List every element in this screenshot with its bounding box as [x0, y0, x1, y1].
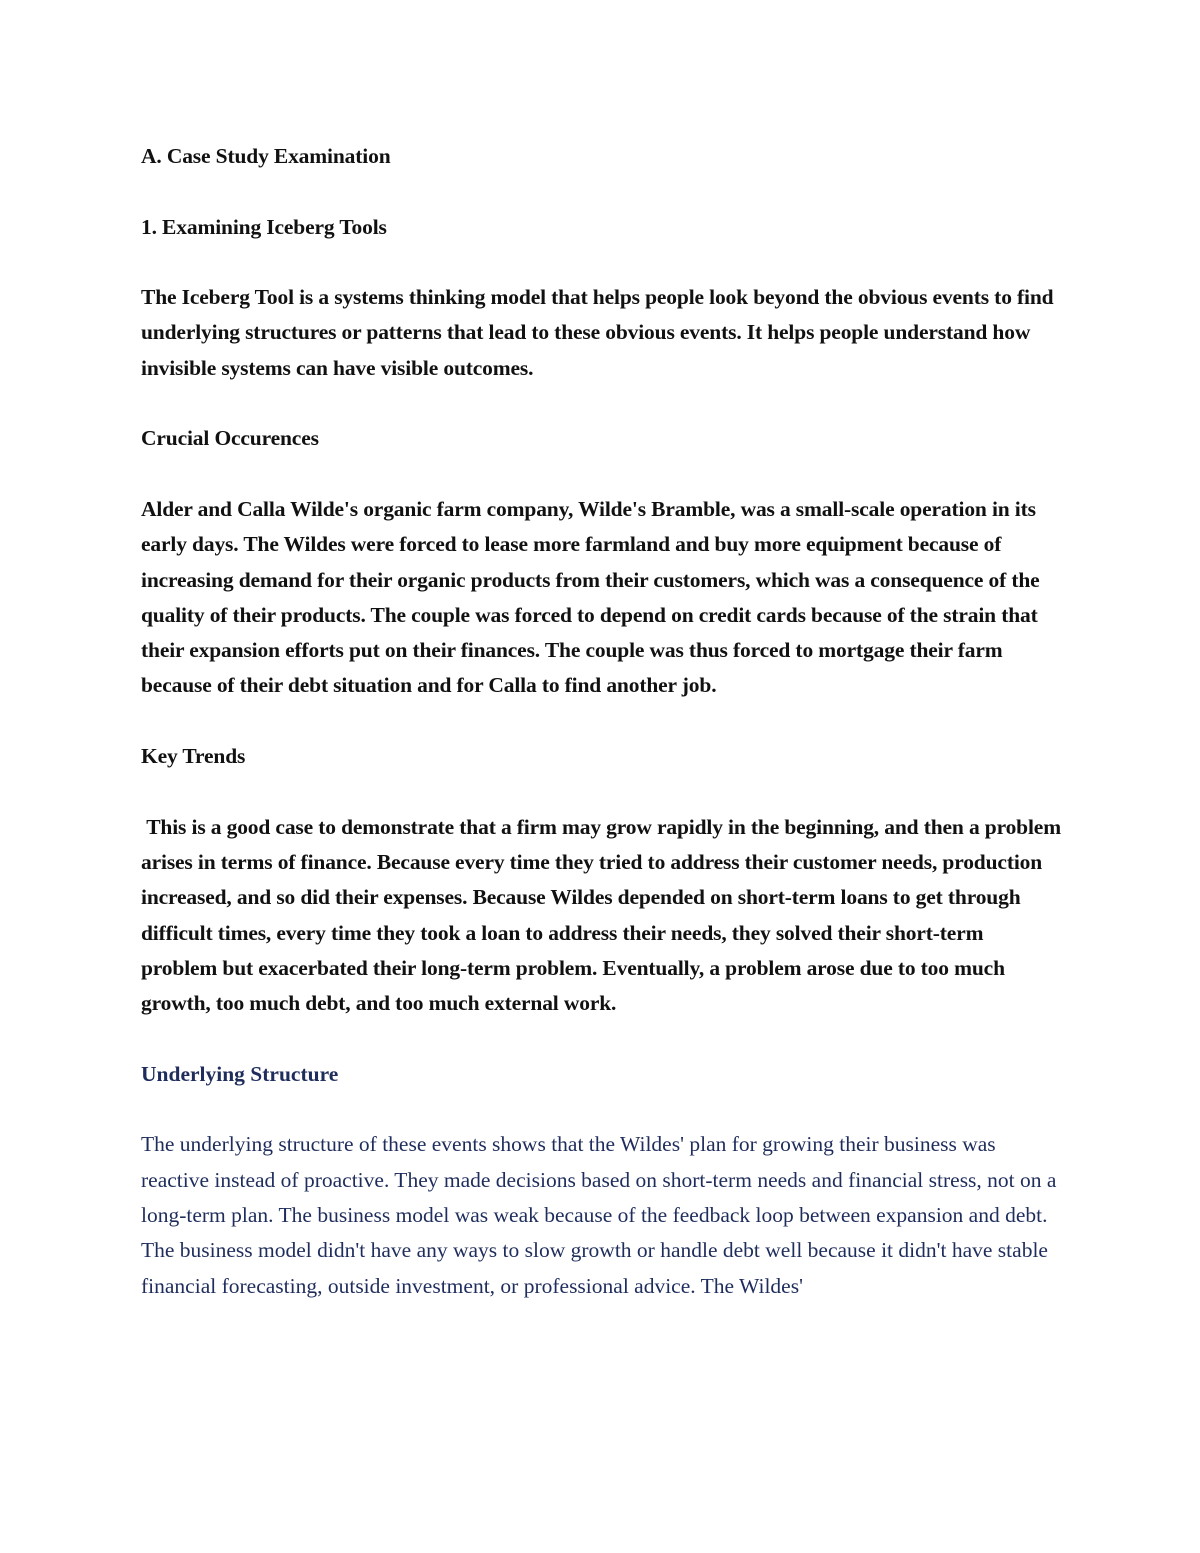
document-body [141, 139, 1067, 1339]
intro-paragraph: The Iceberg Tool is a systems thinking model that helps people look beyond the obvious events to find underlying structures or patterns that lead to these obvious events. It helps people understand how invisible systems can have visible outcomes. [141, 285, 1054, 380]
crucial-occurrences-heading: Crucial Occurences [141, 426, 319, 451]
key-trends-paragraph: This is a good case to demonstrate that a firm may grow rapidly in the beginning, and then a problem arises in terms of finance. Because every time they tried to address their customer needs, production increased, and so did their expenses. Because Wildes depended on short-term loans to get through difficult times, every time they took a loan to address their needs, they solved their short-term problem but exacerbated their long-term problem. Eventually, a problem arose due to too much growth, too much debt, and too much external work. [141, 814, 1067, 1016]
subsection-title: 1. Examining Iceberg Tools [141, 214, 387, 239]
section-title: A. Case Study Examination [141, 144, 391, 168]
crucial-occurrences-paragraph: Alder and Calla Wilde's organic farm company, Wilde's Bramble, was a small-scale operation in its early days. The Wildes were forced to lease more farmland and buy more equipment because of increasing demand for their organic products from their customers, which was a consequence of the quality of their products. The couple was forced to depend on credit cards because of the strain that their expansion efforts put on their finances. The couple was thus forced to mortgage their farm because of their debt situation and for Calla to find another job. [141, 496, 1040, 698]
underlying-structure-paragraph: The underlying structure of these events shows that the Wildes' plan for growing their business was reactive instead of proactive. They made decisions based on short-term needs and financial stress, not on a long-term plan. The business model was weak because of the feedback loop between expansion and debt. The business model didn't have any ways to slow growth or handle debt well because it didn't have stable financial forecasting, outside investment, or professional advice. The Wildes' [141, 1132, 1057, 1298]
key-trends-heading: Key Trends [141, 744, 246, 769]
underlying-structure-heading: Underlying Structure [141, 1061, 339, 1086]
